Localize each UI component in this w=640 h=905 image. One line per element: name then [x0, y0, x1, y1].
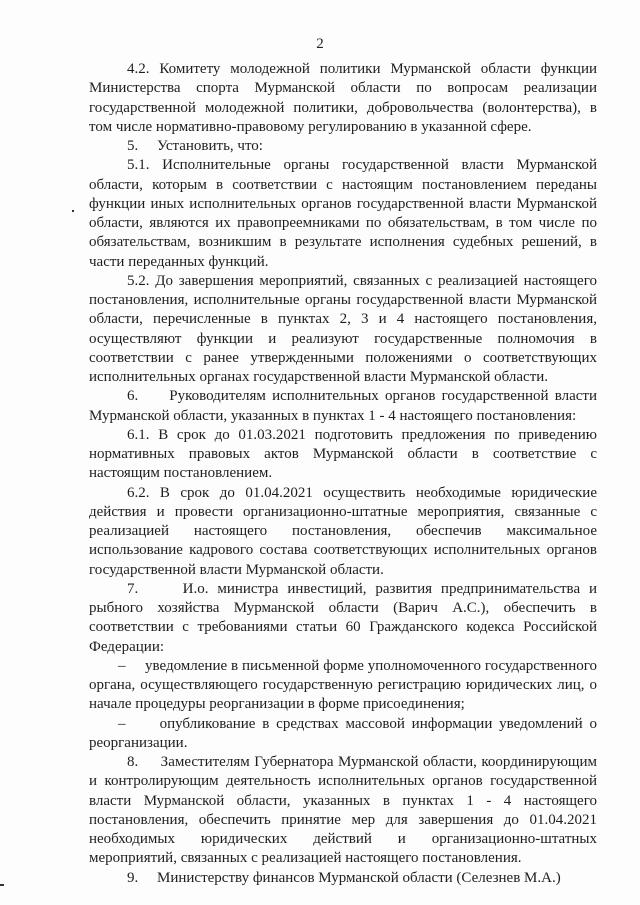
paragraph-5-2: 5.2. До завершения мероприятий, связанных с реализацией настоящего постановления, исполнительные органы государственной власти Мурманской области, перечисленные в пунктах 2, 3 и 4 настоящего постановления, осуществляют функции и реализуют государственные полномочия в соответствии с ранее утвержденными положениями о соответствующих исполнительных органах государственной власти Мурманской области. — [89, 272, 597, 385]
paragraph-6: 6. Руководителям исполнительных органов государственной власти Мурманской области, указанных в пунктах 1 - 4 настоящего постановления: — [89, 388, 597, 424]
paragraph-8: 8. Заместителям Губернатора Мурманской области, координирующим и контролирующим деятельность исполнительных органов государственной власти Мурманской области, указанных в пунктах 1 - 4 настоящего постановления, обеспечить принятие мер для завершения до 01.04.2021 необходимых юридических действий и организационно-штатных мероприятий, связанных с реализацией настоящего постановления. — [89, 754, 597, 867]
page-number: 2 — [316, 36, 324, 52]
document-body — [89, 60, 597, 888]
paragraph-4-2: 4.2. Комитету молодежной политики Мурманской области функции Министерства спорта Мурманской области по вопросам реализации государственной молодежной политики, добровольчества (волонтерства), в том числе нормативно-правовому регулированию в указанной сфере. — [89, 61, 597, 135]
paragraph-6-1: 6.1. В срок до 01.03.2021 подготовить предложения по приведению нормативных правовых актов Мурманской области в соответствие с настоящим постановлением. — [89, 426, 597, 482]
paragraph-9: 9. Министерству финансов Мурманской области (Селезнев М.А.) — [127, 869, 561, 886]
paragraph-5: 5. Установить, что: — [127, 138, 263, 154]
paragraph-7: 7. И.о. министра инвестиций, развития предпринимательства и рыбного хозяйства Мурманской области (Варич А.С.), обеспечить в соответствии с требованиями статьи 60 Гражданского кодекса Российской Федерации: — [89, 580, 597, 655]
paragraph-6-2: 6.2. В срок до 01.04.2021 осуществить необходимые юридические действия и провести организационно-штатные мероприятия, связанные с реализацией настоящего постановления, обеспечив максимальное использование кадрового состава соответствующих исполнительных органов государственной власти Мурманской области. — [89, 484, 597, 578]
list-item-notification: – уведомление в письменной форме уполномоченного государственного органа, осуществляющего государственную регистрацию юридических лиц, о начале процедуры реорганизации в форме присоединения; — [89, 657, 597, 713]
scan-edge-mark — [0, 884, 4, 886]
paragraph-5-1: 5.1. Исполнительные органы государственной власти Мурманской области, которым в соответствии с настоящим постановлением переданы функции иных исполнительных органов государственной власти Мурманской области, являются их правопреемниками по обязательствам, в том числе по обязательствам, возникшим в результате исполнения судебных решений, в части переданных функций. — [89, 157, 597, 270]
scan-speck — [72, 210, 74, 212]
list-item-publication: – опубликование в средствах массовой информации уведомлений о реорганизации. — [89, 715, 597, 751]
